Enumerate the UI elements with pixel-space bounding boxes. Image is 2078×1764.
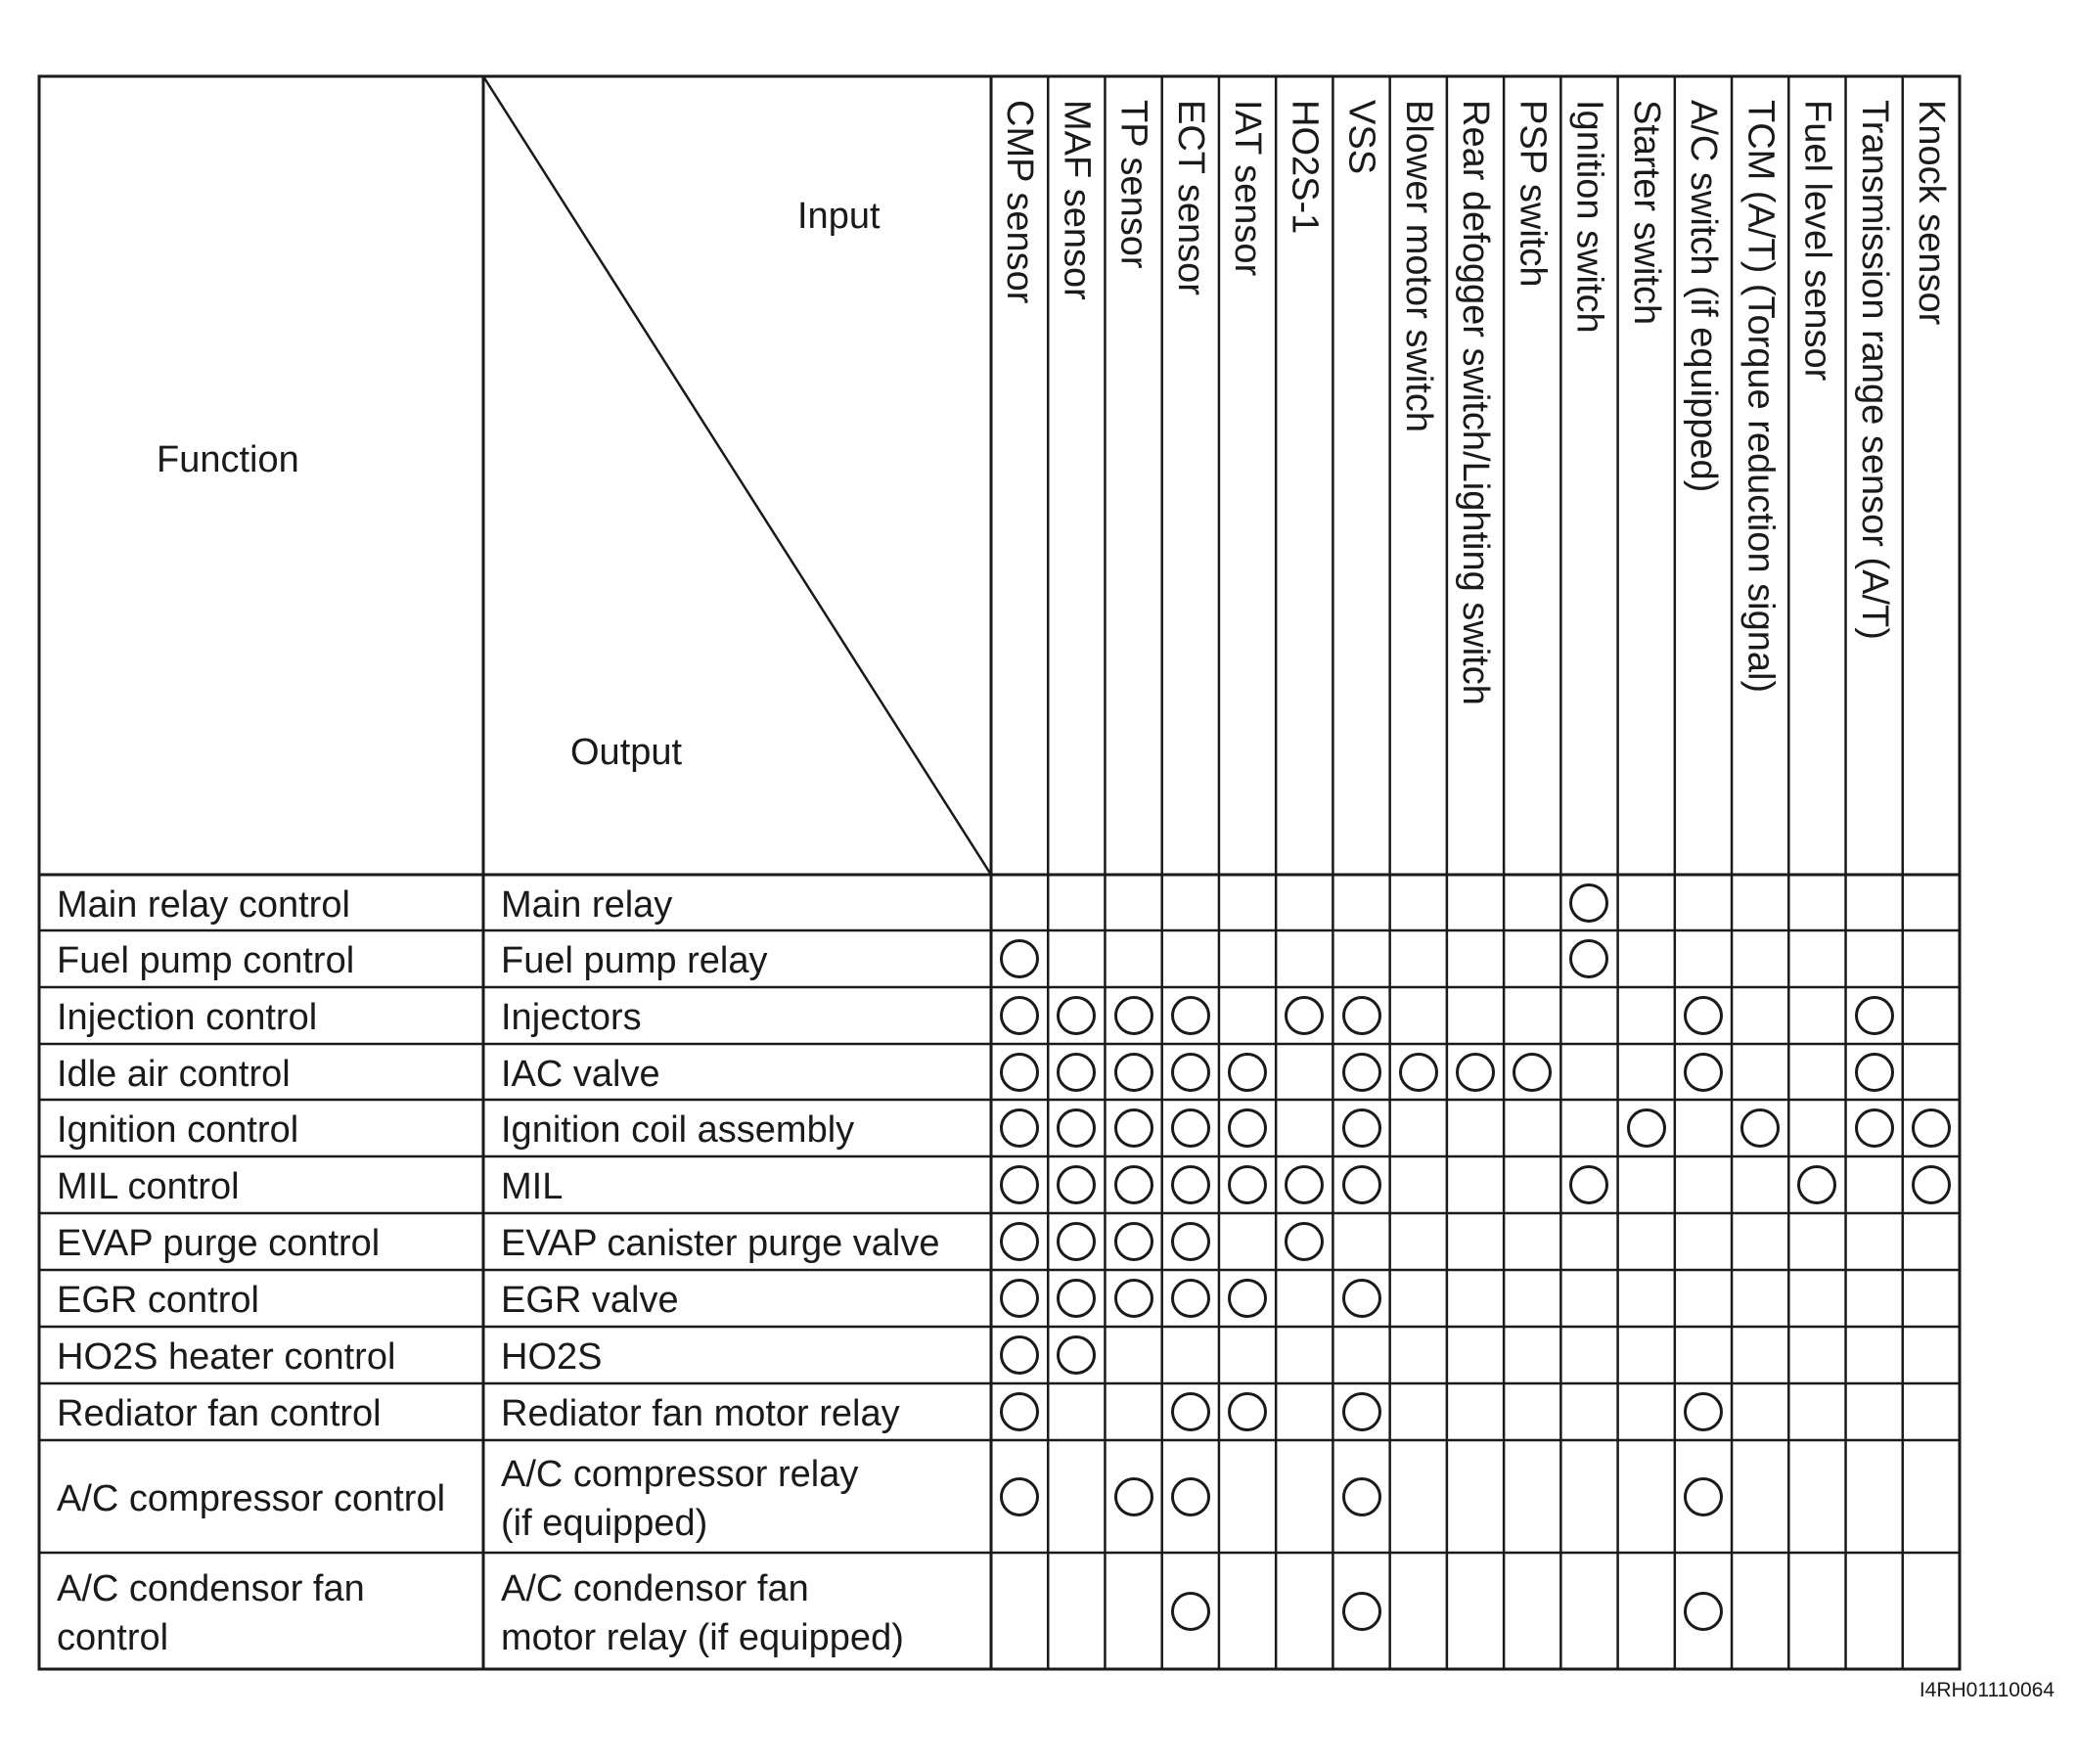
input-label: Rear defogger switch/Lighting switch (1455, 100, 1497, 705)
input-label: IAT sensor (1227, 100, 1269, 277)
signal-mark (1342, 1477, 1381, 1516)
output-cell: IAC valve (501, 1053, 660, 1095)
signal-mark (1171, 1165, 1210, 1204)
signal-mark (1342, 1392, 1381, 1431)
function-cell: A/C condensor fan control (57, 1567, 365, 1658)
signal-mark (1114, 996, 1153, 1035)
signal-mark (1513, 1053, 1552, 1092)
input-label: TCM (A/T) (Torque reduction signal) (1739, 100, 1782, 694)
signal-mark (1114, 1279, 1153, 1318)
output-cell: Fuel pump relay (501, 940, 768, 981)
signal-mark (1228, 1108, 1267, 1148)
input-label: Knock sensor (1910, 100, 1952, 326)
function-header: Function (157, 439, 299, 480)
signal-mark (1000, 1108, 1039, 1148)
signal-mark (1114, 1477, 1153, 1516)
signal-mark (1114, 1222, 1153, 1261)
input-label: Transmission range sensor (A/T) (1853, 100, 1895, 640)
function-cell: EVAP purge control (57, 1223, 381, 1264)
signal-mark (1456, 1053, 1495, 1092)
function-cell: HO2S heater control (57, 1336, 396, 1378)
signal-mark (1171, 1222, 1210, 1261)
signal-mark (1000, 1335, 1039, 1375)
signal-mark (1114, 1053, 1153, 1092)
signal-mark (1171, 1279, 1210, 1318)
output-cell: EVAP canister purge valve (501, 1223, 940, 1264)
signal-mark (1912, 1108, 1951, 1148)
signal-mark (1228, 1165, 1267, 1204)
signal-mark (1057, 1053, 1096, 1092)
signal-mark (1171, 1108, 1210, 1148)
input-label: TP sensor (1112, 100, 1154, 269)
signal-mark (1285, 996, 1324, 1035)
signal-mark (1627, 1108, 1666, 1148)
signal-mark (1342, 1165, 1381, 1204)
signal-mark (1171, 1592, 1210, 1631)
signal-mark (1342, 1592, 1381, 1631)
output-cell: Main relay (501, 883, 673, 926)
input-label: Blower motor switch (1397, 100, 1439, 432)
signal-mark (1569, 883, 1608, 923)
function-cell: Ignition control (57, 1109, 299, 1151)
signal-mark (1228, 1279, 1267, 1318)
signal-mark (1855, 1053, 1894, 1092)
function-cell: EGR control (57, 1280, 259, 1321)
signal-mark (1000, 996, 1039, 1035)
signal-mark (1684, 996, 1723, 1035)
function-cell: Idle air control (57, 1053, 291, 1095)
signal-mark (1000, 1477, 1039, 1516)
output-cell: HO2S (501, 1336, 603, 1378)
document-id: I4RH01110064 (1919, 1679, 2055, 1701)
signal-mark (1342, 1108, 1381, 1148)
input-label: ECT sensor (1169, 100, 1211, 295)
function-cell: Fuel pump control (57, 940, 355, 981)
input-label: PSP switch (1512, 100, 1554, 288)
output-cell: Injectors (501, 997, 642, 1038)
output-header: Output (570, 732, 683, 773)
input-label: Fuel level sensor (1796, 100, 1838, 382)
signal-mark (1114, 1108, 1153, 1148)
input-label: HO2S-1 (1284, 100, 1326, 235)
signal-mark (1114, 1165, 1153, 1204)
signal-mark (1399, 1053, 1438, 1092)
signal-mark (1912, 1165, 1951, 1204)
signal-mark (1855, 1108, 1894, 1148)
signal-mark (1684, 1392, 1723, 1431)
signal-mark (1171, 1053, 1210, 1092)
function-cell: Rediator fan control (57, 1393, 382, 1434)
signal-mark (1000, 1392, 1039, 1431)
signal-mark (1342, 1053, 1381, 1092)
output-cell: EGR valve (501, 1280, 679, 1321)
input-label: A/C switch (if equipped) (1683, 100, 1725, 493)
signal-mark (1684, 1477, 1723, 1516)
signal-mark (1000, 1165, 1039, 1204)
function-cell: MIL control (57, 1166, 240, 1207)
signal-mark (1000, 1053, 1039, 1092)
signal-mark (1342, 996, 1381, 1035)
input-label: VSS (1340, 100, 1382, 175)
signal-mark (1228, 1392, 1267, 1431)
output-cell: A/C condensor fan motor relay (if equipped) (501, 1567, 904, 1658)
output-cell: MIL (501, 1166, 564, 1207)
signal-mark (1000, 1279, 1039, 1318)
signal-mark (1684, 1592, 1723, 1631)
input-label: Ignition switch (1568, 100, 1610, 334)
input-label: Starter switch (1625, 100, 1667, 326)
output-cell: Ignition coil assembly (501, 1109, 855, 1151)
signal-mark (1285, 1165, 1324, 1204)
signal-mark (1171, 1477, 1210, 1516)
function-cell: Main relay control (57, 883, 350, 926)
signal-mark (1171, 1392, 1210, 1431)
signal-mark (1855, 996, 1894, 1035)
signal-mark (1000, 1222, 1039, 1261)
function-cell: A/C compressor control (57, 1477, 446, 1519)
signal-mark (1228, 1053, 1267, 1092)
output-cell: Rediator fan motor relay (501, 1393, 900, 1434)
input-label: CMP sensor (999, 100, 1041, 304)
signal-mark (1740, 1108, 1780, 1148)
signal-mark (1285, 1222, 1324, 1261)
header-diagonal (483, 76, 991, 875)
signal-mark (1342, 1279, 1381, 1318)
input-header: Input (797, 196, 881, 237)
signal-mark (1171, 996, 1210, 1035)
signal-mark (1684, 1053, 1723, 1092)
output-cell: A/C compressor relay (if equipped) (501, 1453, 859, 1544)
input-label: MAF sensor (1056, 100, 1098, 300)
function-cell: Injection control (57, 997, 318, 1038)
signal-mark (1000, 939, 1039, 978)
